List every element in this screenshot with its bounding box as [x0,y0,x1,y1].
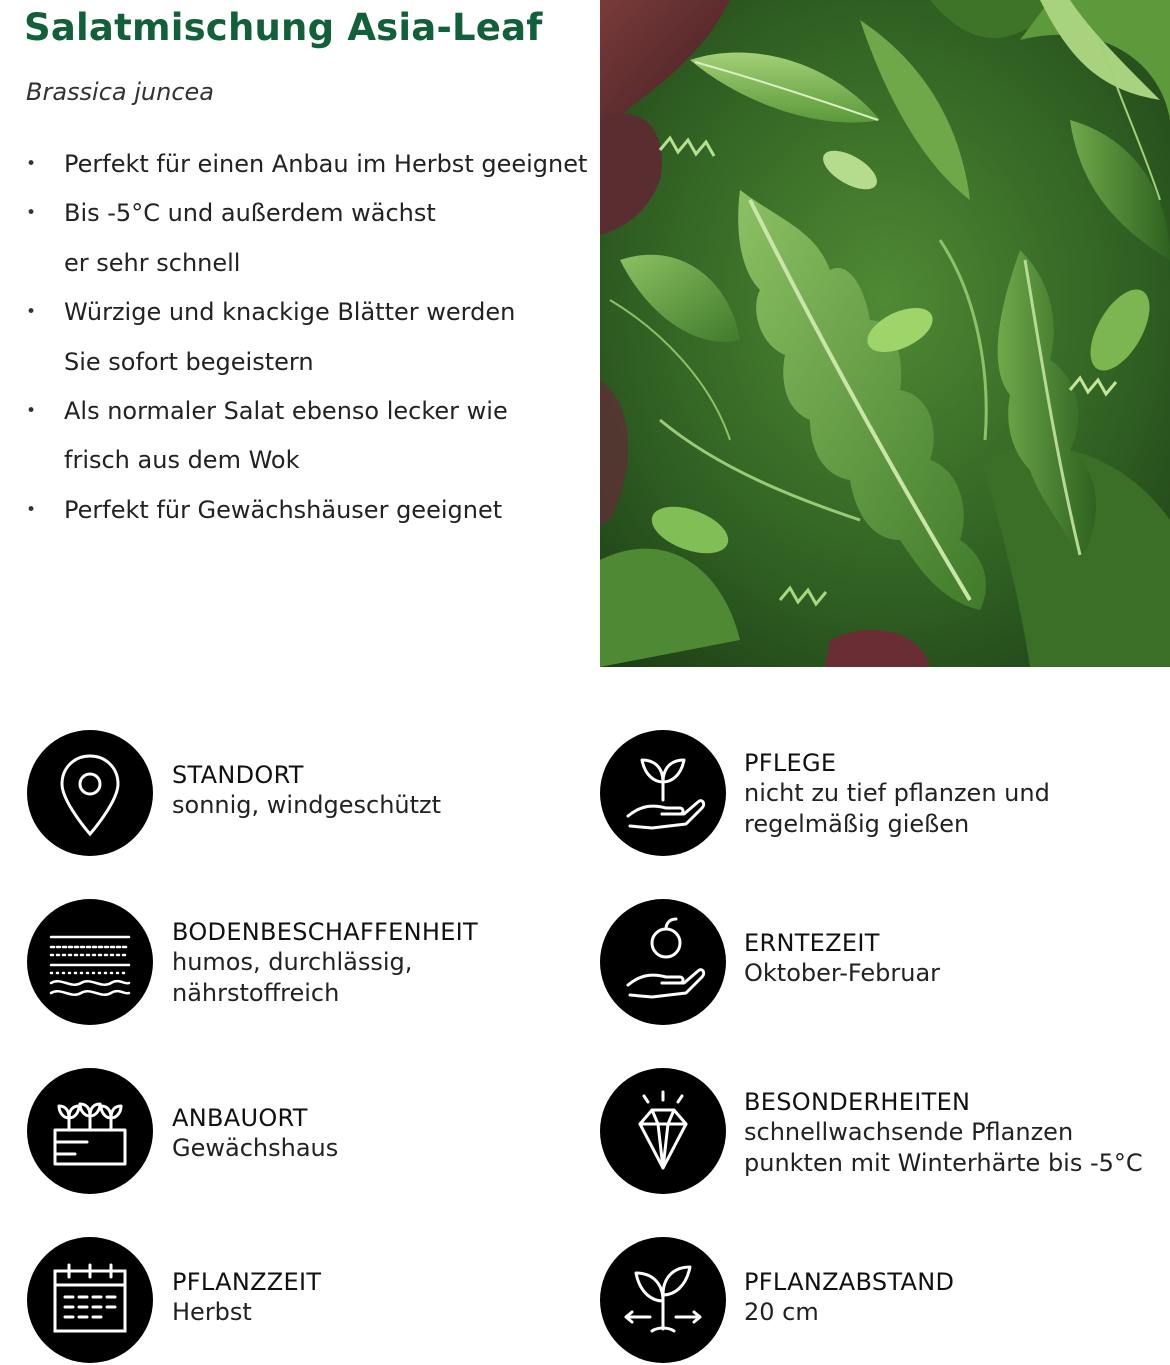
plant-spacing-icon [600,1237,726,1363]
feature-item: • Bis -5°C und außerdem wächst er sehr schnell [24,189,604,288]
pflanzabstand-info [744,1267,954,1328]
besonderheiten-value-line: schnellwachsende Pflanzen [744,1118,1074,1146]
feature-item: • Perfekt für Gewächshäuser geeignet [24,486,604,535]
pflanzzeit-heading: PFLANZZEIT [172,1268,322,1296]
standort-heading: STANDORT [172,761,304,789]
soil-layers-icon [27,899,153,1025]
diamond-icon [600,1068,726,1194]
product-title: Salatmischung Asia-Leaf [24,6,543,49]
plant-box-icon [27,1068,153,1194]
boden-value-line: nährstoffreich [172,979,340,1007]
feature-item: • Als normaler Salat ebenso lecker wie frisch aus dem Wok [24,387,604,486]
feature-item: • Perfekt für einen Anbau im Herbst geeignet [24,140,604,189]
boden-info [172,917,478,1009]
besonderheiten-value-line: punkten mit Winterhärte bis -5°C [744,1149,1143,1177]
besonderheiten-heading: BESONDERHEITEN [744,1088,971,1116]
besonderheiten-info [744,1087,1143,1179]
pflanzabstand-value: 20 cm [744,1298,819,1326]
anbauort-info [172,1103,338,1164]
standort-value: sonnig, windgeschützt [172,791,442,819]
pflege-info [744,748,1050,840]
fruit-hand-icon [600,899,726,1025]
boden-value-line: humos, durchlässig, [172,948,413,976]
pflege-value-line: regelmäßig gießen [744,810,970,838]
pflanzzeit-value: Herbst [172,1298,252,1326]
erntezeit-info [744,928,940,989]
calendar-icon [27,1237,153,1363]
feature-list [24,140,604,535]
boden-heading: BODENBESCHAFFENHEIT [172,918,478,946]
feature-item: • Würzige und knackige Blätter werden Sie sofort begeistern [24,288,604,387]
seedling-hand-icon [600,730,726,856]
pflanzabstand-heading: PFLANZABSTAND [744,1268,955,1296]
pflege-heading: PFLEGE [744,749,837,777]
erntezeit-value: Oktober-Februar [744,959,941,987]
latin-name: Brassica juncea [26,78,215,106]
erntezeit-heading: ERNTEZEIT [744,929,880,957]
anbauort-value: Gewächshaus [172,1134,339,1162]
salad-leaves-photo [600,0,1170,667]
standort-info [172,760,441,821]
location-pin-icon [27,730,153,856]
anbauort-heading: ANBAUORT [172,1104,308,1132]
pflege-value-line: nicht zu tief pflanzen und [744,779,1050,807]
pflanzzeit-info [172,1267,321,1328]
